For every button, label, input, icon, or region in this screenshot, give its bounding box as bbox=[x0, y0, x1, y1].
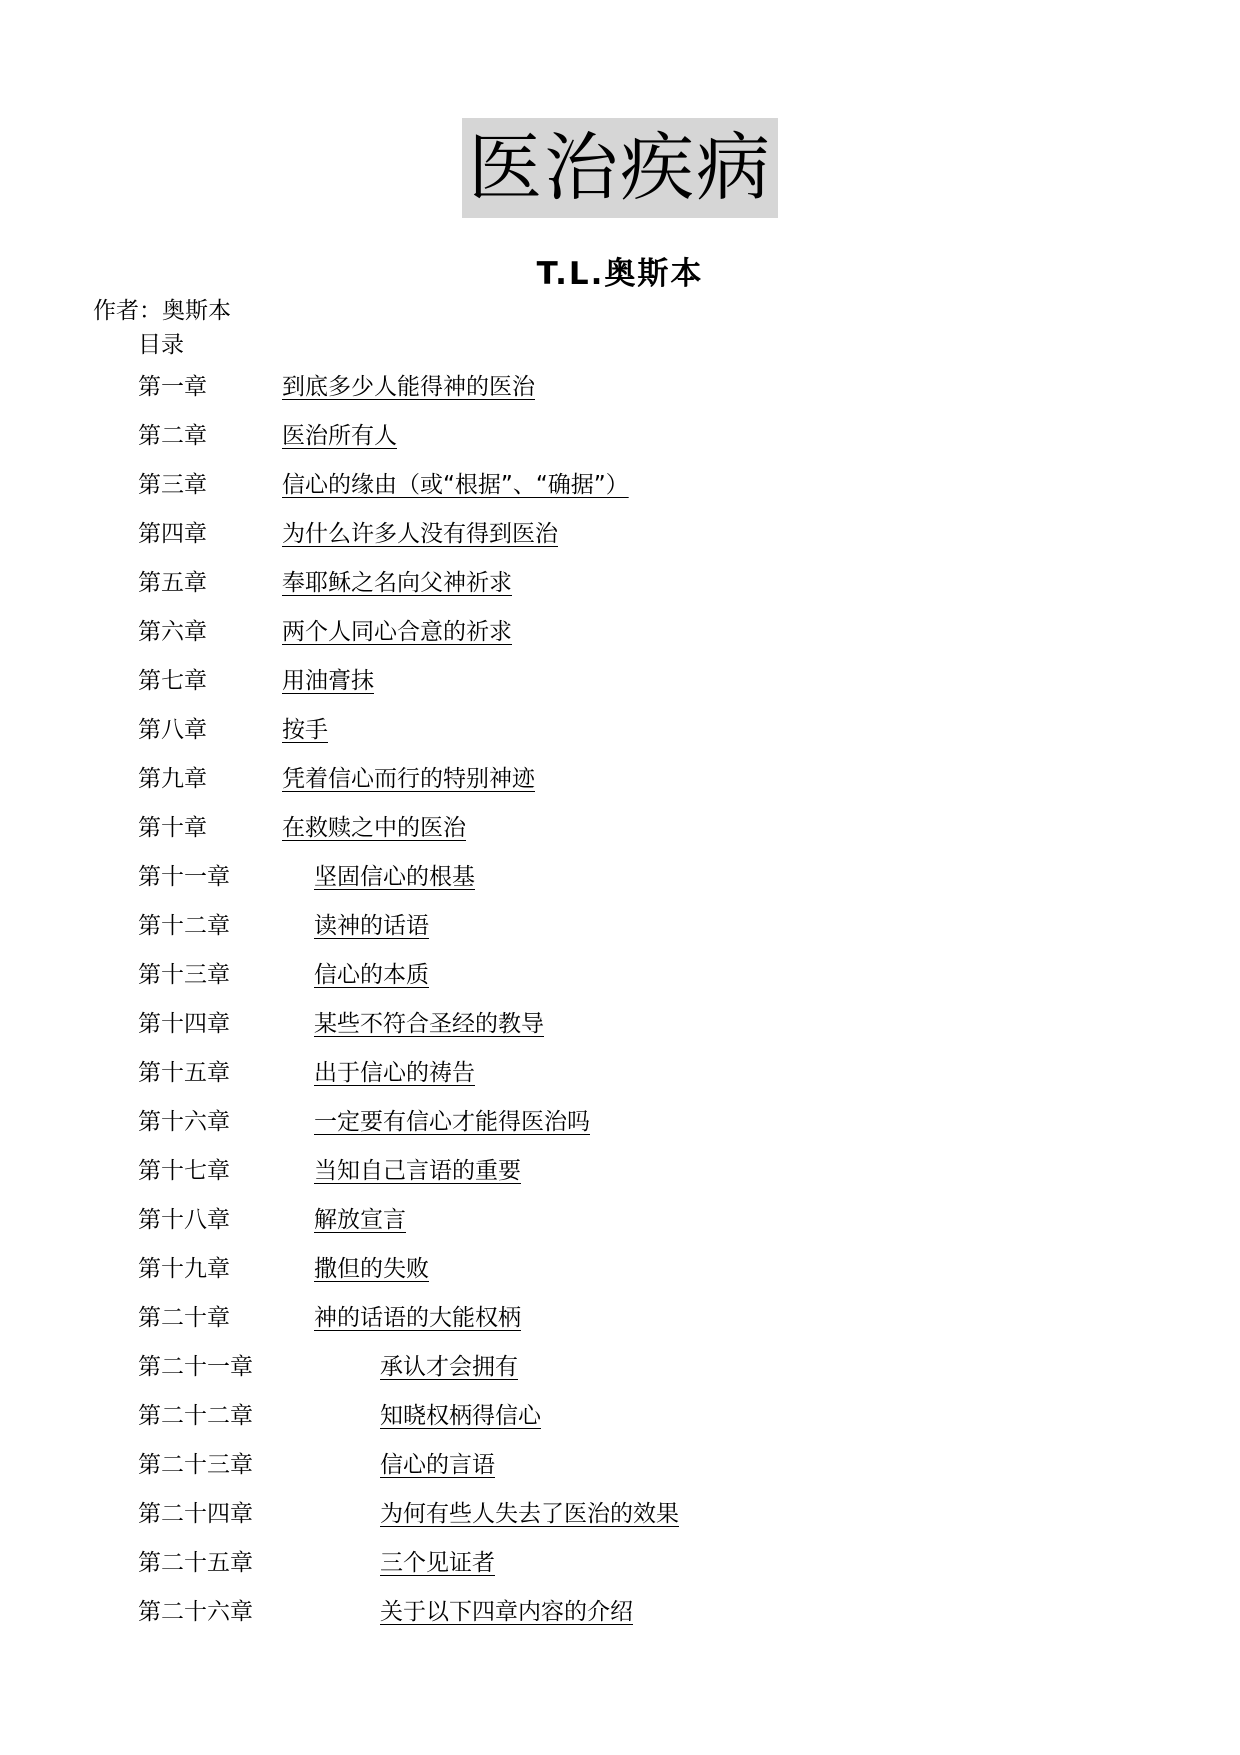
toc-entry bbox=[138, 1450, 1138, 1499]
toc-chapter-link[interactable]: 凭着信心而行的特别神迹 bbox=[282, 766, 535, 792]
author-line: 作者：奥斯本 bbox=[93, 298, 231, 324]
toc-chapter-link[interactable]: 两个人同心合意的祈求 bbox=[282, 619, 512, 645]
toc-entry bbox=[138, 568, 1138, 617]
toc-chapter-link[interactable]: 为何有些人失去了医治的效果 bbox=[380, 1501, 679, 1527]
toc-chapter-link[interactable]: 一定要有信心才能得医治吗 bbox=[314, 1109, 590, 1135]
toc-chapter-number: 第七章 bbox=[138, 668, 207, 694]
toc-chapter-number: 第十六章 bbox=[138, 1109, 230, 1135]
toc-chapter-number: 第十一章 bbox=[138, 864, 230, 890]
toc-chapter-number: 第八章 bbox=[138, 717, 207, 743]
toc-chapter-number: 第二十六章 bbox=[138, 1599, 253, 1625]
toc-chapter-link[interactable]: 承认才会拥有 bbox=[380, 1354, 518, 1380]
toc-chapter-number: 第十七章 bbox=[138, 1158, 230, 1184]
toc-chapter-link[interactable]: 奉耶稣之名向父神祈求 bbox=[282, 570, 512, 596]
toc-entry bbox=[138, 666, 1138, 715]
toc-chapter-number: 第二十章 bbox=[138, 1305, 230, 1331]
toc-chapter-number: 第六章 bbox=[138, 619, 207, 645]
toc-chapter-number: 第二章 bbox=[138, 423, 207, 449]
toc-chapter-link[interactable]: 撒但的失败 bbox=[314, 1256, 429, 1282]
toc-chapter-number: 第十章 bbox=[138, 815, 207, 841]
toc-chapter-link[interactable]: 到底多少人能得神的医治 bbox=[282, 374, 535, 400]
toc-entry bbox=[138, 372, 1138, 421]
toc-entry bbox=[138, 1303, 1138, 1352]
toc-chapter-link[interactable]: 神的话语的大能权柄 bbox=[314, 1305, 521, 1331]
toc-chapter-link[interactable]: 信心的本质 bbox=[314, 962, 429, 988]
table-of-contents bbox=[138, 372, 1138, 1646]
toc-entry bbox=[138, 862, 1138, 911]
toc-chapter-number: 第十二章 bbox=[138, 913, 230, 939]
toc-entry bbox=[138, 470, 1138, 519]
toc-chapter-number: 第十五章 bbox=[138, 1060, 230, 1086]
toc-chapter-link[interactable]: 信心的言语 bbox=[380, 1452, 495, 1478]
toc-chapter-link[interactable]: 医治所有人 bbox=[282, 423, 397, 449]
toc-chapter-number: 第十八章 bbox=[138, 1207, 230, 1233]
toc-chapter-link[interactable]: 为什么许多人没有得到医治 bbox=[282, 521, 558, 547]
toc-entry bbox=[138, 960, 1138, 1009]
toc-entry bbox=[138, 1352, 1138, 1401]
toc-entry bbox=[138, 1205, 1138, 1254]
toc-chapter-link[interactable]: 信心的缘由（或“根据”、“确据”） bbox=[282, 472, 629, 498]
toc-chapter-link[interactable]: 某些不符合圣经的教导 bbox=[314, 1011, 544, 1037]
toc-chapter-number: 第二十一章 bbox=[138, 1354, 253, 1380]
toc-chapter-link[interactable]: 当知自己言语的重要 bbox=[314, 1158, 521, 1184]
toc-entry bbox=[138, 519, 1138, 568]
toc-chapter-link[interactable]: 读神的话语 bbox=[314, 913, 429, 939]
toc-entry bbox=[138, 764, 1138, 813]
toc-entry bbox=[138, 1107, 1138, 1156]
toc-chapter-link[interactable]: 关于以下四章内容的介绍 bbox=[380, 1599, 633, 1625]
toc-entry bbox=[138, 1156, 1138, 1205]
toc-heading: 目录 bbox=[138, 332, 184, 358]
toc-chapter-number: 第九章 bbox=[138, 766, 207, 792]
toc-chapter-link[interactable]: 出于信心的祷告 bbox=[314, 1060, 475, 1086]
toc-entry bbox=[138, 1597, 1138, 1646]
toc-chapter-link[interactable]: 三个见证者 bbox=[380, 1550, 495, 1576]
toc-chapter-number: 第四章 bbox=[138, 521, 207, 547]
toc-entry bbox=[138, 1254, 1138, 1303]
toc-chapter-number: 第二十五章 bbox=[138, 1550, 253, 1576]
toc-chapter-number: 第三章 bbox=[138, 472, 207, 498]
toc-entry bbox=[138, 715, 1138, 764]
toc-entry bbox=[138, 617, 1138, 666]
document-title: 医治疾病 bbox=[462, 118, 778, 218]
toc-entry bbox=[138, 421, 1138, 470]
toc-chapter-number: 第二十四章 bbox=[138, 1501, 253, 1527]
toc-entry bbox=[138, 1058, 1138, 1107]
toc-chapter-link[interactable]: 按手 bbox=[282, 717, 328, 743]
toc-chapter-number: 第十九章 bbox=[138, 1256, 230, 1282]
toc-chapter-number: 第二十三章 bbox=[138, 1452, 253, 1478]
toc-chapter-link[interactable]: 解放宣言 bbox=[314, 1207, 406, 1233]
toc-entry bbox=[138, 813, 1138, 862]
toc-chapter-number: 第十四章 bbox=[138, 1011, 230, 1037]
toc-entry bbox=[138, 1009, 1138, 1058]
toc-chapter-link[interactable]: 用油膏抹 bbox=[282, 668, 374, 694]
toc-chapter-number: 第一章 bbox=[138, 374, 207, 400]
document-title-wrap bbox=[0, 118, 1240, 218]
toc-chapter-link[interactable]: 在救赎之中的医治 bbox=[282, 815, 466, 841]
toc-entry bbox=[138, 911, 1138, 960]
toc-chapter-link[interactable]: 坚固信心的根基 bbox=[314, 864, 475, 890]
toc-chapter-link[interactable]: 知晓权柄得信心 bbox=[380, 1403, 541, 1429]
toc-chapter-number: 第十三章 bbox=[138, 962, 230, 988]
toc-chapter-number: 第二十二章 bbox=[138, 1403, 253, 1429]
toc-entry bbox=[138, 1401, 1138, 1450]
document-subtitle: T.L.奥斯本 bbox=[536, 256, 704, 292]
toc-entry bbox=[138, 1499, 1138, 1548]
toc-chapter-number: 第五章 bbox=[138, 570, 207, 596]
toc-entry bbox=[138, 1548, 1138, 1597]
